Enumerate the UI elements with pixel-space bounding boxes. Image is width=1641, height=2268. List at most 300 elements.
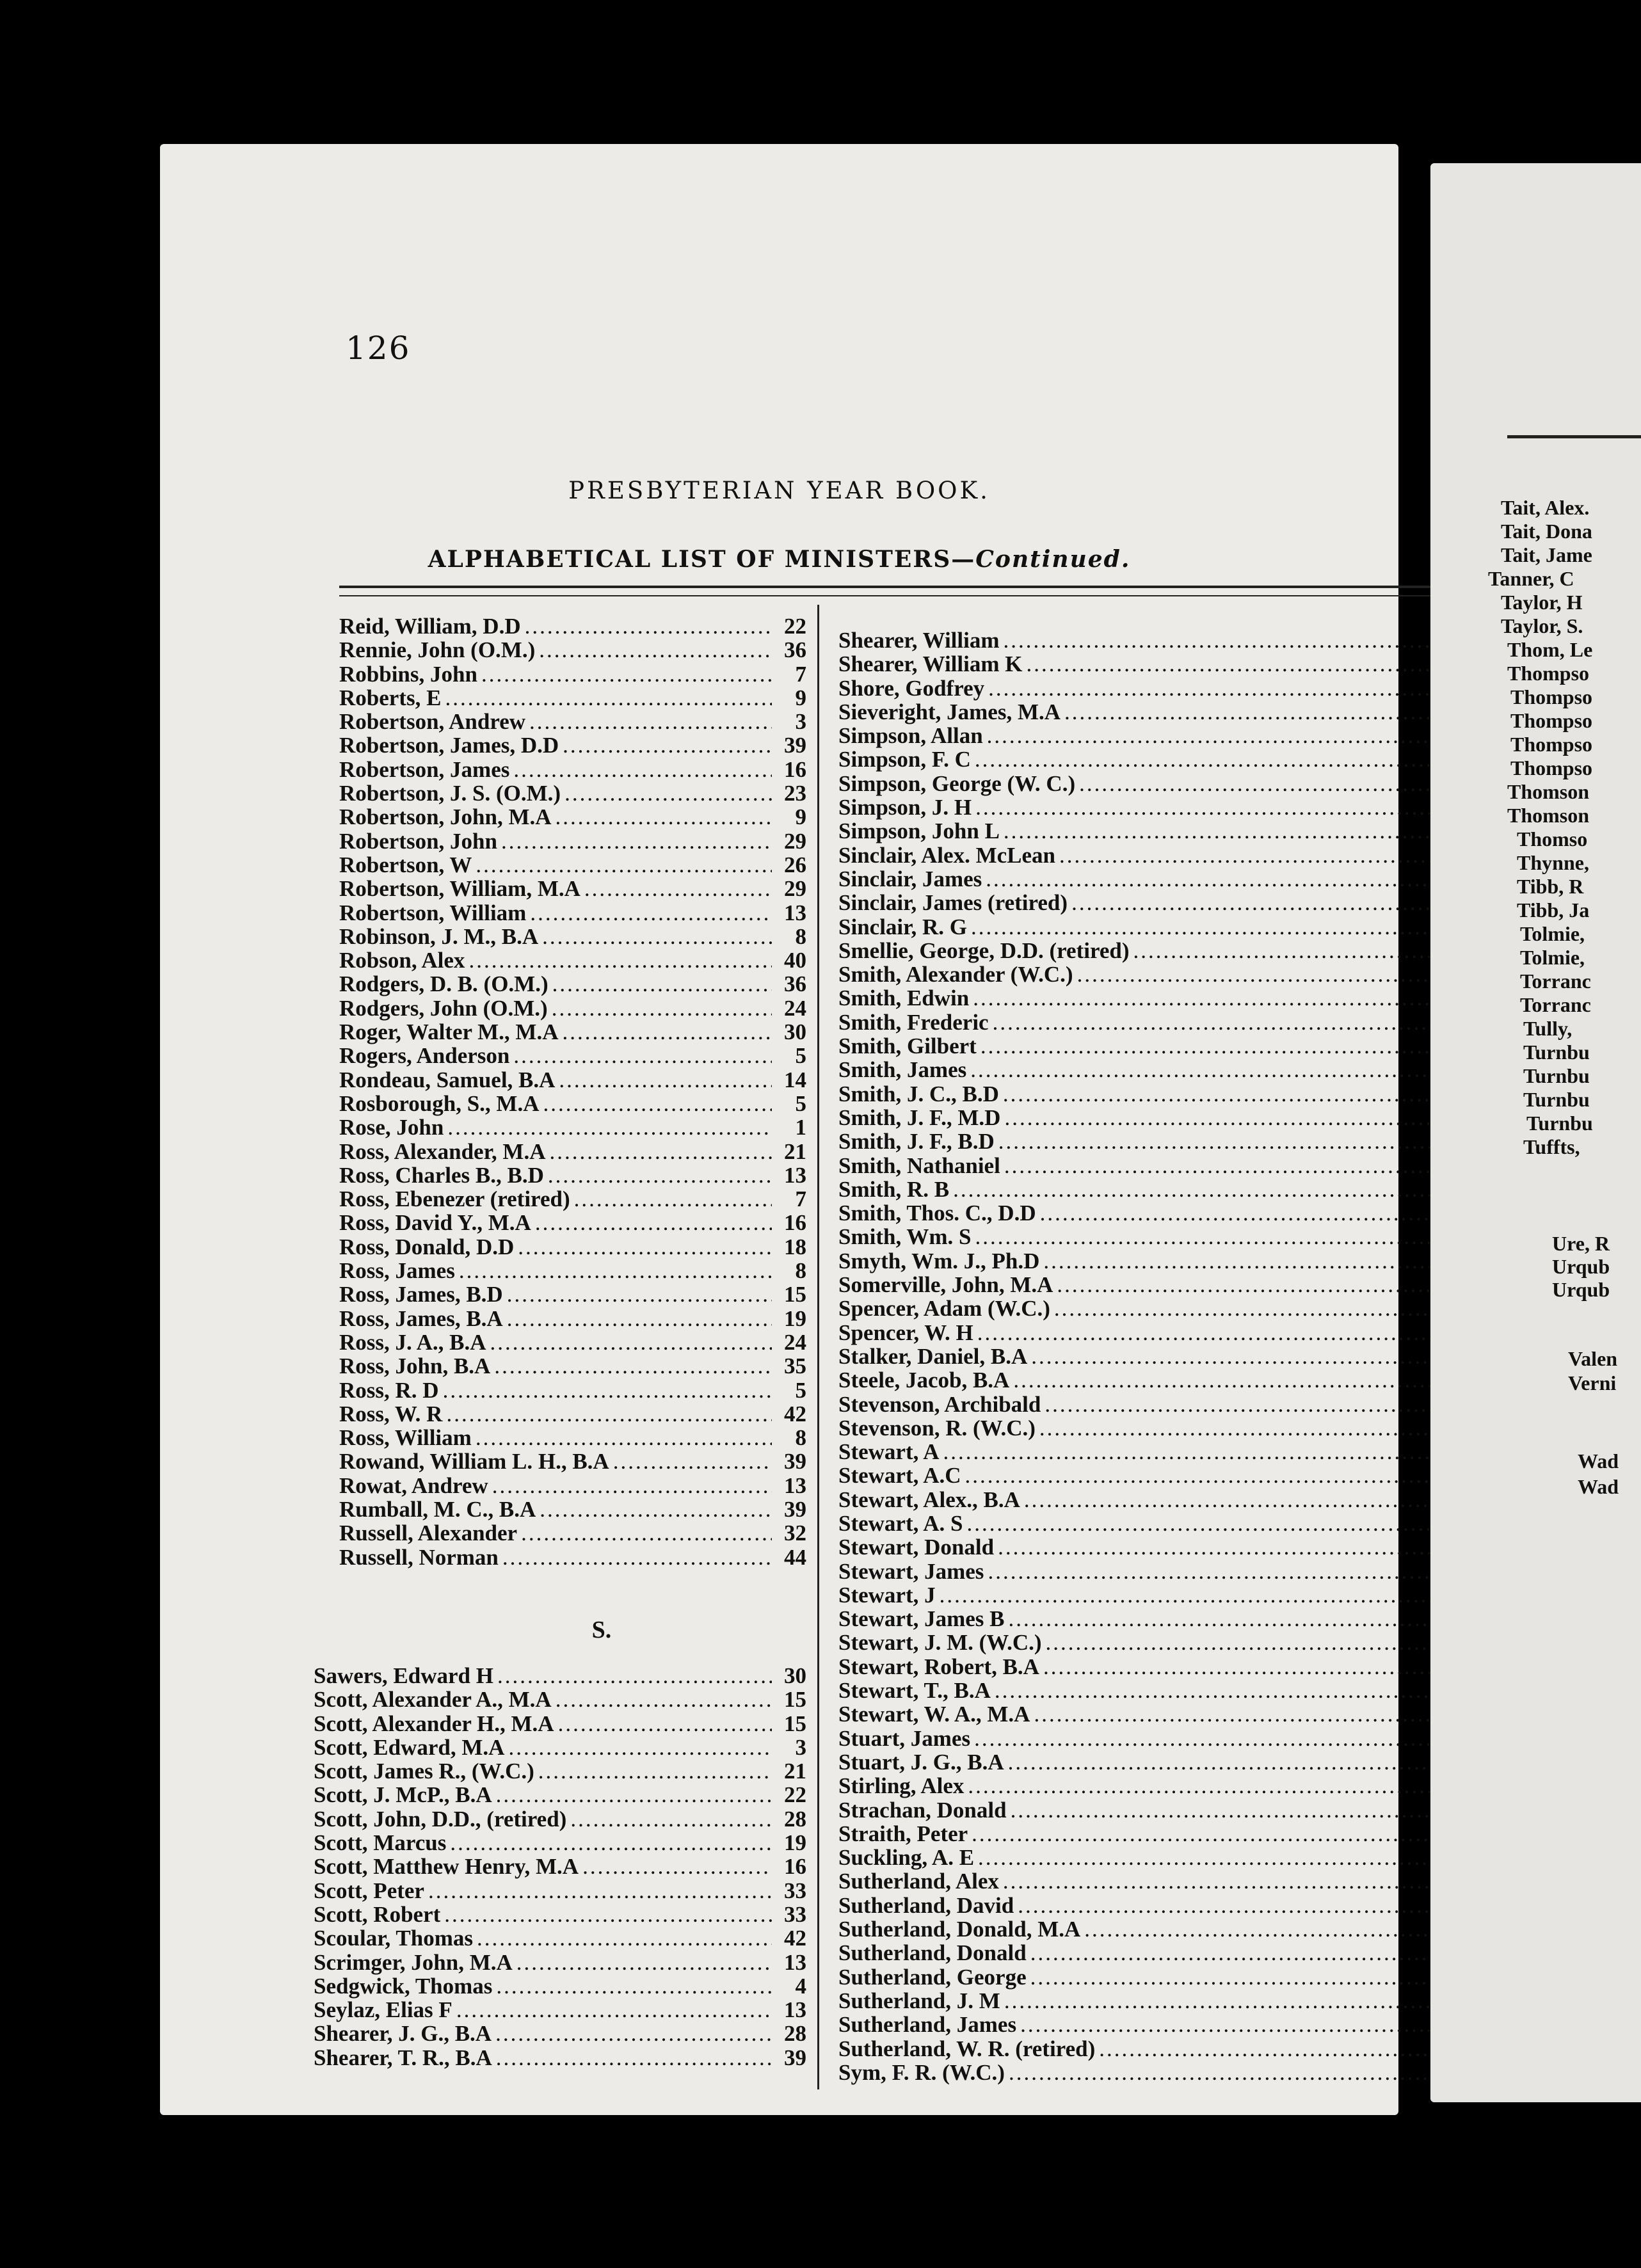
page-reference: 9 [795,804,806,830]
list-entry [838,1058,1501,1082]
cut-off-entry: Turnbu [1523,1088,1590,1111]
right-page-rule [1507,435,1641,438]
page-reference: 16 [784,1854,806,1880]
list-entry [838,724,1501,747]
page-reference: 8 [795,923,806,949]
leader-dots [1009,2061,1466,2084]
page-reference: 23 [784,781,806,806]
page-reference: 13 [784,1997,806,2023]
page-reference: 15 [784,1711,806,1736]
minister-name: Robson, Alex [339,948,465,973]
minister-name: Robertson, Andrew [339,709,526,735]
minister-name: Stewart, James [838,1558,984,1584]
leader-dots [494,1354,772,1378]
page-reference: 18 [784,1234,806,1259]
cut-off-entry: Tait, Alex. [1501,496,1590,519]
leader-dots [540,1497,772,1521]
page-reference: 24 [784,1329,806,1355]
cut-off-entry: Tolmie, [1520,922,1585,945]
leader-dots [1004,1154,1466,1178]
page-reference: 44 [784,1544,806,1570]
cut-off-entry: Thompso [1510,756,1593,779]
page-reference: 22 [784,1782,806,1808]
leader-dots [1034,1702,1466,1726]
list-entry [838,939,1501,962]
minister-name: Scott, John, D.D., (retired) [314,1806,567,1832]
list-entry [838,676,1501,700]
list-entry [838,1273,1501,1297]
list-entry [314,1998,806,2022]
list-entry [339,1211,806,1234]
minister-name: Ross, John, B.A [339,1354,491,1379]
minister-name: Sinclair, James (retired) [838,890,1068,916]
minister-name: Shearer, J. G., B.A [314,2021,492,2047]
page-reference: 8 [795,1258,806,1284]
list-entry [838,1440,1501,1464]
page-reference: 5 [795,1377,806,1403]
leader-dots [1031,1345,1466,1368]
page-reference: 13 [784,1162,806,1188]
cut-off-entry: Ure, R [1552,1232,1610,1255]
list-entry [339,758,806,781]
list-entry [838,1464,1501,1487]
cut-off-entry: Tait, Jame [1501,543,1592,566]
leader-dots [988,1560,1466,1583]
leader-dots [1030,1965,1466,1989]
leader-dots [1030,1941,1466,1965]
leader-dots [1013,1368,1466,1392]
book-page-left [160,144,1398,2115]
column-left-s [314,1664,806,2070]
minister-name: Rodgers, John (O.M.) [339,995,548,1021]
cut-off-entry: Tanner, C [1488,567,1574,590]
minister-name: Rosborough, S., M.A [339,1090,540,1116]
minister-name: Sieveright, James, M.A [838,699,1061,724]
minister-name: Russell, Alexander [339,1521,518,1546]
list-entry [838,700,1501,724]
minister-name: Stirling, Alex [838,1773,965,1799]
page-reference: 16 [784,1210,806,1236]
leader-dots [450,1831,772,1855]
minister-name: Simpson, F. C [838,747,971,772]
page-reference: 7 [795,1186,806,1212]
leader-dots [977,1321,1466,1345]
cut-off-entry: Verni [1568,1371,1617,1394]
minister-name: Ross, R. D [339,1377,439,1403]
list-entry [339,1307,806,1330]
list-entry [339,1402,806,1426]
page-reference: 8 [795,1425,806,1451]
list-entry [838,1249,1501,1273]
leader-dots [530,901,772,925]
minister-name: Somerville, John, M.A [838,1272,1053,1298]
page-reference: 32 [784,1521,806,1546]
list-entry [838,1774,1501,1798]
leader-dots [492,1474,772,1497]
minister-name: Sawers, Edward H [314,1663,493,1688]
leader-dots [539,638,772,662]
minister-name: Ross, James [339,1258,455,1284]
list-entry [339,1449,806,1473]
minister-name: Ross, James, B.D [339,1282,503,1307]
cut-off-entry: Tibb, Ja [1517,898,1590,922]
leader-dots [1084,1917,1466,1941]
list-entry [339,925,806,948]
leader-dots [496,1974,772,1998]
leader-dots [564,781,772,805]
list-entry [339,805,806,829]
list-entry [339,1497,806,1521]
list-entry [339,1235,806,1259]
cut-off-entry: Taylor, S. [1501,614,1583,637]
minister-name: Ross, Ebenezer (retired) [339,1186,570,1212]
leader-dots [998,1130,1466,1153]
leader-dots [1004,628,1466,652]
leader-dots [496,2046,772,2070]
list-entry [838,1321,1501,1345]
minister-name: Rumball, M. C., B.A [339,1496,536,1522]
minister-name: Smith, Alexander (W.C.) [838,962,1073,987]
list-entry [838,1225,1501,1249]
minister-name: Smith, J. F., M.D [838,1105,1001,1130]
minister-name: Smellie, George, D.D. (retired) [838,938,1130,963]
cut-off-entry: Thomso [1517,827,1588,850]
minister-name: Simpson, Allan [838,723,983,749]
list-entry [339,1521,806,1545]
leader-dots [443,1378,772,1402]
minister-name: Simpson, John L [838,819,1000,844]
leader-dots [459,1259,772,1282]
list-entry [838,1917,1501,1941]
minister-name: Shearer, William K [838,651,1023,677]
column-divider [817,605,819,2089]
leader-dots [556,805,772,829]
page-reference: 3 [795,709,806,735]
leader-dots [968,1774,1466,1798]
minister-name: Simpson, George (W. C.) [838,771,1076,796]
leader-dots [943,1440,1466,1464]
list-entry [339,853,806,877]
list-entry [314,1855,806,1878]
list-entry [838,1607,1501,1631]
cut-off-entry: Thomson [1507,780,1590,803]
page-reference: 21 [784,1759,806,1784]
leader-dots [496,1783,772,1807]
list-entry [838,1798,1501,1822]
minister-name: Sym, F. R. (W.C.) [838,2059,1005,2085]
list-entry [838,915,1501,939]
page-reference: 42 [784,1401,806,1426]
page-reference: 36 [784,971,806,997]
list-entry [838,1822,1501,1846]
leader-dots [447,1115,772,1139]
leader-dots [1077,962,1466,986]
cut-off-entry: Urqub [1552,1278,1610,1301]
list-entry [838,1560,1501,1583]
minister-name: Scrimger, John, M.A [314,1949,513,1975]
list-entry [314,1736,806,1759]
leader-dots [428,1879,772,1903]
list-entry [339,614,806,638]
list-entry [838,1393,1501,1416]
leader-dots [1071,891,1466,914]
page-reference: 36 [784,637,806,663]
leader-dots [445,686,772,710]
leader-dots [972,1822,1466,1846]
leader-dots [501,829,772,853]
list-entry [838,1941,1501,1965]
leader-dots [1039,1416,1466,1440]
list-entry [838,986,1501,1010]
leader-dots [965,1464,1467,1487]
leader-dots [1003,1082,1466,1106]
minister-name: Robertson, James, D.D [339,733,559,758]
minister-name: Rowand, William L. H., B.A [339,1449,609,1474]
list-entry [838,1416,1501,1440]
minister-name: Robinson, J. M., B.A [339,923,539,949]
cut-off-entry: Thom, Le [1507,638,1593,661]
list-entry [314,1926,806,1950]
list-entry [339,1140,806,1163]
leader-dots [1004,1989,1466,2013]
cut-off-entry: Tait, Dona [1501,520,1592,543]
list-entry [838,1535,1501,1559]
leader-dots [513,1044,772,1067]
list-entry [314,1712,806,1736]
list-entry [339,781,806,805]
list-entry [314,1951,806,1974]
cut-off-entry: Tolmie, [1520,946,1585,969]
minister-name: Ross, J. A., B.A [339,1329,486,1355]
leader-dots [975,1225,1466,1249]
page-reference: 5 [795,1043,806,1069]
minister-name: Robbins, John [339,661,477,687]
leader-dots [1027,652,1467,676]
leader-dots [543,1092,772,1115]
minister-name: Stalker, Daniel, B.A [838,1343,1028,1369]
leader-dots [582,1855,772,1878]
minister-name: Scott, James R., (W.C.) [314,1759,534,1784]
list-entry [838,1583,1501,1607]
minister-name: Smith, Frederic [838,1009,989,1035]
leader-dots [549,1140,772,1163]
list-entry [838,1034,1501,1058]
cut-off-entry: Thompso [1507,662,1590,685]
column-right-s [838,628,1501,2084]
minister-name: Shore, Godfrey [838,675,985,701]
list-entry [838,2037,1501,2061]
page-reference: 28 [784,2021,806,2047]
page-reference: 30 [784,1663,806,1688]
minister-name: Stevenson, R. (W.C.) [838,1415,1036,1441]
leader-dots [456,1998,772,2022]
minister-name: Stewart, Robert, B.A [838,1654,1039,1679]
running-head: PRESBYTERIAN YEAR BOOK. [568,477,990,504]
cut-off-entry: Taylor, H [1501,591,1583,614]
leader-dots [981,1034,1466,1058]
minister-name: Stewart, A. S [838,1510,963,1536]
cut-off-entry: Wad [1578,1475,1619,1498]
list-entry [838,1010,1501,1034]
list-entry [339,948,806,972]
list-entry [339,1044,806,1067]
page-reference: 13 [784,1949,806,1975]
minister-name: Stewart, T., B.A [838,1678,991,1704]
list-title-continued: Continued. [975,546,1131,573]
leader-dots [995,1679,1466,1702]
list-entry [838,2061,1501,2084]
page-reference: 33 [784,1901,806,1927]
minister-name: Rodgers, D. B. (O.M.) [339,971,548,997]
leader-dots [476,853,772,877]
leader-dots [1045,1393,1466,1416]
leader-dots [973,986,1466,1010]
minister-name: Stewart, Alex., B.A [838,1487,1020,1512]
minister-name: Smith, Wm. S [838,1224,972,1250]
minister-name: Smyth, Wm. J., Ph.D [838,1248,1040,1274]
minister-name: Shearer, William [838,628,1000,653]
list-entry [314,1664,806,1688]
leader-dots [516,1951,772,1974]
leader-dots [508,1736,772,1759]
minister-name: Scott, Robert [314,1901,441,1927]
leader-dots [584,877,772,900]
list-entry [339,1163,806,1187]
header-rule-thin [339,595,1498,596]
list-entry [838,1345,1501,1368]
cut-off-entry: Torranc [1520,993,1591,1016]
minister-name: Smith, James [838,1057,967,1083]
leader-dots [558,1712,772,1736]
minister-name: Sutherland, Alex [838,1869,999,1894]
leader-dots [1064,700,1466,724]
minister-name: Scott, Matthew Henry, M.A [314,1854,579,1880]
list-entry [838,867,1501,891]
cut-off-entry: Thompso [1510,709,1593,732]
minister-name: Scott, Edward, M.A [314,1734,505,1760]
page-reference: 30 [784,1019,806,1045]
leader-dots [502,1545,772,1569]
minister-name: Scott, J. McP., B.A [314,1782,492,1808]
leader-dots [570,1807,772,1831]
cut-off-entry: Torranc [1520,970,1591,993]
minister-name: Shearer, T. R., B.A [314,2045,492,2070]
list-entry [339,662,806,686]
list-entry [838,1106,1501,1130]
list-entry [339,901,806,925]
leader-dots [1009,1607,1466,1631]
page-reference: 19 [784,1830,806,1856]
leader-dots [535,1211,772,1234]
minister-name: Stuart, J. G., B.A [838,1749,1004,1775]
page-reference: 13 [784,1473,806,1498]
page-reference: 1 [795,1115,806,1140]
page-reference: 14 [784,1067,806,1092]
minister-name: Sutherland, George [838,1964,1027,1990]
leader-dots [966,1512,1466,1535]
minister-name: Sutherland, J. M [838,1988,1000,2013]
minister-name: Stuart, James [838,1725,971,1751]
minister-name: Steele, Jacob, B.A [838,1368,1010,1393]
leader-dots [986,867,1466,891]
leader-dots [518,1235,772,1259]
list-entry [838,1750,1501,1774]
leader-dots [476,1426,772,1449]
minister-name: Simpson, J. H [838,795,972,820]
minister-name: Smith, Nathaniel [838,1153,1000,1178]
cut-off-entry: Thynne, [1517,851,1589,874]
page-reference: 39 [784,733,806,758]
minister-name: Stewart, J. M. (W.C.) [838,1630,1042,1656]
page-reference: 16 [784,756,806,782]
list-entry [838,962,1501,986]
minister-name: Scott, Alexander A., M.A [314,1687,552,1713]
cut-off-entry: Wad [1578,1449,1619,1473]
page-reference: 5 [795,1090,806,1116]
minister-name: Sinclair, James [838,866,982,891]
leader-dots [1099,2037,1466,2061]
minister-name: Stewart, James B [838,1606,1005,1632]
page-reference: 42 [784,1926,806,1951]
list-entry [838,1201,1501,1225]
page-reference: 13 [784,900,806,925]
list-entry [339,1259,806,1282]
minister-name: Smith, J. C., B.D [838,1081,999,1106]
leader-dots [468,948,772,972]
minister-name: Roger, Walter M., M.A [339,1019,559,1045]
list-entry [838,1679,1501,1702]
leader-dots [1057,1273,1466,1297]
leader-dots [993,1010,1466,1034]
page-reference: 28 [784,1806,806,1832]
leader-dots [497,1664,772,1688]
leader-dots [1004,819,1466,843]
minister-name: Rennie, John (O.M.) [339,637,536,663]
list-entry [838,1512,1501,1535]
leader-dots [525,614,772,638]
minister-name: Sinclair, Alex. McLean [838,842,1055,868]
minister-name: Sedgwick, Thomas [314,1973,493,1999]
minister-name: Reid, William, D.D [339,614,521,639]
minister-name: Russell, Norman [339,1544,499,1570]
leader-dots [613,1449,772,1473]
leader-dots [552,972,772,996]
list-entry [314,1759,806,1783]
page-reference: 29 [784,876,806,902]
minister-name: Rose, John [339,1115,444,1140]
minister-name: Scoular, Thomas [314,1926,473,1951]
leader-dots [988,676,1466,700]
leader-dots [446,1402,772,1426]
list-entry [339,972,806,996]
minister-name: Stewart, A [838,1439,940,1465]
minister-name: Sutherland, James [838,2012,1017,2038]
page-reference: 24 [784,995,806,1021]
list-entry [339,710,806,733]
minister-name: Robertson, W [339,852,472,877]
cut-off-entry: Turnbu [1523,1064,1590,1087]
page-reference: 39 [784,1449,806,1474]
minister-name: Spencer, W. H [838,1320,973,1345]
leader-dots [1040,1201,1466,1225]
cut-off-entry: Thompso [1510,733,1593,756]
leader-dots [1054,1297,1466,1320]
leader-dots [998,1535,1466,1559]
leader-dots [556,1688,772,1711]
page-reference: 4 [795,1973,806,1999]
page-reference: 15 [784,1687,806,1713]
minister-name: Stewart, Donald [838,1535,995,1560]
